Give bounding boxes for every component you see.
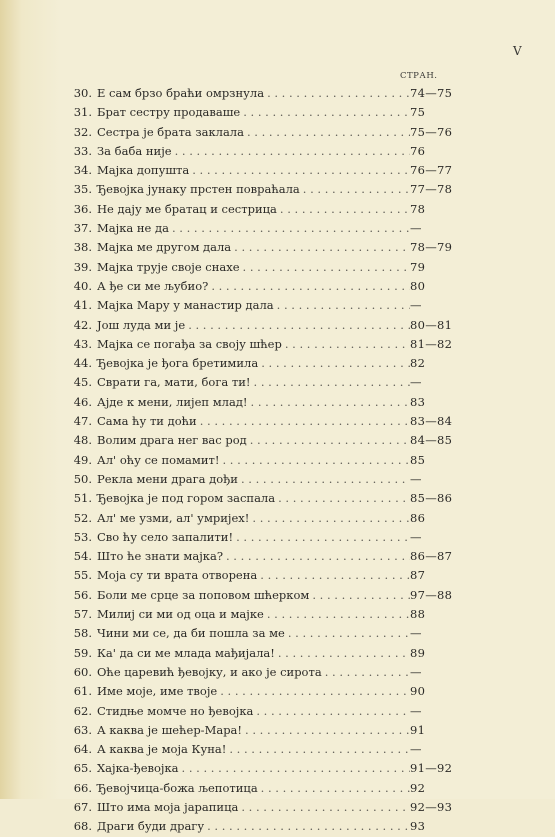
- entry-number: 36.: [73, 201, 92, 216]
- dot-leader: [197, 412, 410, 431]
- toc-entry: [70, 296, 470, 315]
- toc-entry: [70, 470, 470, 489]
- entry-pages: 78: [410, 201, 426, 216]
- entry-title: Ал' оћу се помамит!: [97, 452, 220, 467]
- entry-title: Брат сестру продаваше: [97, 105, 241, 120]
- entry-number: 46.: [73, 394, 92, 409]
- entry-title: А каква је шећер-Мара!: [97, 722, 243, 737]
- dot-leader: [258, 354, 410, 373]
- entry-number: 33.: [73, 143, 92, 158]
- entry-pages: 84—85: [410, 433, 453, 448]
- entry-title: Сестра је брата заклала: [97, 124, 244, 139]
- dot-leader: [247, 431, 410, 450]
- entry-number: 51.: [73, 491, 92, 506]
- entry-pages: 78—79: [410, 240, 453, 255]
- entry-number: 53.: [73, 529, 92, 544]
- page-number: V: [513, 44, 523, 58]
- entry-title: Боли ме срце за поповом шћерком: [97, 587, 310, 602]
- toc-entry: [70, 180, 470, 199]
- entry-title: Ал' ме узми, ал' умријех!: [97, 510, 250, 525]
- toc-entry: [70, 566, 470, 585]
- entry-pages: 75: [410, 105, 426, 120]
- entry-number: 31.: [73, 105, 92, 120]
- dot-leader: [223, 547, 410, 566]
- entry-pages: 97—88: [410, 587, 453, 602]
- dot-leader: [244, 123, 410, 142]
- entry-pages: 77—78: [410, 182, 453, 197]
- entry-title: Моја су ти врата отворена: [97, 568, 258, 583]
- toc-entry: [70, 740, 470, 759]
- dot-leader: [285, 624, 410, 643]
- dot-leader: [248, 393, 410, 412]
- entry-title: А ђе си ме љубио?: [97, 278, 209, 293]
- entry-pages: —: [410, 626, 422, 641]
- dot-leader: [242, 721, 410, 740]
- entry-pages: 92: [410, 780, 426, 795]
- entry-title: Драги буди драгу: [97, 819, 205, 834]
- dot-leader: [300, 180, 410, 199]
- entry-pages: 87: [410, 568, 426, 583]
- entry-pages: —: [410, 703, 422, 718]
- entry-number: 64.: [73, 742, 92, 757]
- entry-number: 62.: [73, 703, 92, 718]
- entry-pages: 90: [410, 684, 426, 699]
- entry-number: 60.: [73, 664, 92, 679]
- entry-title: Још луда ми је: [97, 317, 186, 332]
- dot-leader: [275, 489, 410, 508]
- entry-number: 48.: [73, 433, 92, 448]
- toc-entry: [70, 431, 470, 450]
- entry-pages: —: [410, 529, 422, 544]
- toc-entry: [70, 528, 470, 547]
- dot-leader: [249, 509, 410, 528]
- toc-entry: [70, 161, 470, 180]
- entry-title: Рекла мени драга дођи: [97, 471, 238, 486]
- entry-pages: 92—93: [410, 799, 453, 814]
- entry-number: 43.: [73, 336, 92, 351]
- entry-pages: 93: [410, 819, 426, 834]
- dot-leader: [189, 161, 410, 180]
- dot-leader: [169, 219, 410, 238]
- entry-pages: 85: [410, 452, 426, 467]
- entry-title: Ајде к мени, лијеп млад!: [97, 394, 248, 409]
- entry-title: Име моје, име твоје: [97, 684, 218, 699]
- dot-leader: [264, 605, 410, 624]
- dot-leader: [322, 663, 410, 682]
- dot-leader: [204, 817, 410, 836]
- entry-number: 30.: [73, 86, 92, 100]
- toc-entry: [70, 103, 470, 122]
- dot-leader: [238, 470, 410, 489]
- entry-title: Мајка Мару у манастир дала: [97, 298, 274, 313]
- entry-title: За баба није: [97, 143, 172, 158]
- toc-entry: [70, 663, 470, 682]
- toc-entry: [70, 644, 470, 663]
- entry-pages: 86—87: [410, 549, 453, 564]
- entry-pages: 91—92: [410, 761, 453, 776]
- toc-entry: [70, 219, 470, 238]
- entry-title: Мајка трује своје снахе: [97, 259, 240, 274]
- toc-entry: [70, 682, 470, 701]
- entry-title: Не дају ме братац и сестрица: [97, 201, 277, 216]
- dot-leader: [240, 258, 410, 277]
- entry-pages: 88: [410, 607, 426, 622]
- entry-title: Мајка не да: [97, 221, 169, 236]
- dot-leader: [277, 200, 410, 219]
- toc-entry: [70, 798, 470, 817]
- entry-pages: —: [410, 664, 422, 679]
- dot-leader: [240, 103, 410, 122]
- dot-leader: [238, 798, 410, 817]
- dot-leader: [208, 277, 410, 296]
- entry-title: Ђевојка је под гором заспала: [97, 491, 276, 506]
- entry-title: Што ће знати мајка?: [97, 549, 223, 564]
- dot-leader: [185, 316, 410, 335]
- entry-number: 68.: [73, 819, 92, 834]
- entry-title: Стидње момче но ђевојка: [97, 703, 254, 718]
- entry-pages: 76—77: [410, 163, 453, 178]
- entry-title: Сврати га, мати, бога ти!: [97, 375, 251, 390]
- dot-leader: [275, 644, 410, 663]
- dot-leader: [253, 702, 410, 721]
- entry-number: 59.: [73, 645, 92, 660]
- entry-number: 55.: [73, 568, 92, 583]
- entry-title: Чини ми се, да би пошла за ме: [97, 626, 285, 641]
- toc-entry: [70, 258, 470, 277]
- pages-column-label: СТРАН.: [400, 71, 438, 81]
- toc-entry: [70, 624, 470, 643]
- entry-pages: —: [410, 375, 422, 390]
- dot-leader: [233, 528, 410, 547]
- toc-entry: [70, 277, 470, 296]
- entry-pages: 75—76: [410, 124, 453, 139]
- entry-number: 58.: [73, 626, 92, 641]
- toc-entry: [70, 238, 470, 257]
- entry-title: Милиј си ми од оца и мајке: [97, 607, 264, 622]
- entry-title: Мајка се погађа за своју шћер: [97, 336, 282, 351]
- entry-number: 42.: [73, 317, 92, 332]
- entry-number: 66.: [73, 780, 92, 795]
- entry-title: Сво ћу село запалити!: [97, 529, 234, 544]
- entry-title: Што има моја јарапица: [97, 799, 239, 814]
- entry-number: 44.: [73, 356, 92, 371]
- entry-pages: 89: [410, 645, 426, 660]
- toc-entry: [70, 200, 470, 219]
- toc-entry: [70, 586, 470, 605]
- entry-pages: 76: [410, 143, 426, 158]
- toc-entry: [70, 817, 470, 836]
- entry-number: 38.: [73, 240, 92, 255]
- entry-number: 39.: [73, 259, 92, 274]
- entry-pages: 81—82: [410, 336, 453, 351]
- toc-entry: [70, 702, 470, 721]
- entry-pages: 80—81: [410, 317, 453, 332]
- entry-number: 45.: [73, 375, 92, 390]
- entry-number: 57.: [73, 607, 92, 622]
- toc-entry: [70, 393, 470, 412]
- entry-number: 40.: [73, 278, 92, 293]
- entry-title: Ка' да си ме млада мађијала!: [97, 645, 275, 660]
- dot-leader: [264, 84, 410, 103]
- dot-leader: [282, 335, 410, 354]
- entry-number: 63.: [73, 722, 92, 737]
- dot-leader: [257, 566, 410, 585]
- entry-pages: —: [410, 298, 422, 313]
- dot-leader: [179, 759, 410, 778]
- dot-leader: [258, 779, 410, 798]
- entry-title: Ђевојка јунаку прстен повраћала: [97, 182, 300, 197]
- entry-number: 52.: [73, 510, 92, 525]
- dot-leader: [219, 451, 410, 470]
- dot-leader: [309, 586, 410, 605]
- entry-number: 37.: [73, 221, 92, 236]
- entry-pages: 83: [410, 394, 426, 409]
- toc-entry: [70, 721, 470, 740]
- toc-entry: [70, 759, 470, 778]
- entry-pages: 85—86: [410, 491, 453, 506]
- entry-pages: —: [410, 221, 422, 236]
- entry-pages: 83—84: [410, 414, 453, 429]
- table-of-contents: [70, 84, 470, 837]
- toc-entry: [70, 451, 470, 470]
- entry-number: 34.: [73, 163, 92, 178]
- toc-entry: [70, 489, 470, 508]
- entry-title: Волим драга нег вас род: [97, 433, 247, 448]
- entry-number: 56.: [73, 587, 92, 602]
- entry-title: Хајка-ђевојка: [97, 761, 179, 776]
- entry-title: Мајка допушта: [97, 163, 190, 178]
- entry-title: Ђевојка је ђога бретимила: [97, 356, 259, 371]
- entry-pages: —: [410, 742, 422, 757]
- entry-pages: 86: [410, 510, 426, 525]
- toc-entry: [70, 547, 470, 566]
- dot-leader: [172, 142, 410, 161]
- toc-entry: [70, 335, 470, 354]
- entry-number: 54.: [73, 549, 92, 564]
- entry-number: 47.: [73, 414, 92, 429]
- entry-title: Е сам брзо браћи омрзнула: [97, 86, 265, 100]
- dot-leader: [226, 740, 410, 759]
- entry-pages: 80: [410, 278, 426, 293]
- toc-entry: [70, 412, 470, 431]
- entry-number: 35.: [73, 182, 92, 197]
- entry-title: Ђевојчица-божа љепотица: [97, 780, 258, 795]
- toc-entry: [70, 779, 470, 798]
- entry-number: 49.: [73, 452, 92, 467]
- entry-pages: —: [410, 471, 422, 486]
- dot-leader: [231, 238, 410, 257]
- toc-entry: [70, 509, 470, 528]
- entry-pages: 79: [410, 259, 426, 274]
- toc-entry: [70, 316, 470, 335]
- entry-title: Мајка ме другом дала: [97, 240, 232, 255]
- entry-title: А каква је моја Куна!: [97, 742, 227, 757]
- toc-entry: [70, 354, 470, 373]
- dot-leader: [217, 682, 410, 701]
- toc-entry: [70, 142, 470, 161]
- entry-number: 41.: [73, 298, 92, 313]
- entry-title: Оће царевић ђевојку, и ако је сирота: [97, 664, 322, 679]
- entry-number: 65.: [73, 761, 92, 776]
- entry-number: 50.: [73, 471, 92, 486]
- entry-number: 32.: [73, 124, 92, 139]
- toc-entry: [70, 605, 470, 624]
- entry-number: 61.: [73, 684, 92, 699]
- dot-leader: [251, 373, 410, 392]
- entry-number: 67.: [73, 799, 92, 814]
- dot-leader: [274, 296, 410, 315]
- toc-entry: [70, 123, 470, 142]
- toc-entry: [70, 373, 470, 392]
- entry-pages: 91: [410, 722, 426, 737]
- entry-pages: 82: [410, 356, 426, 371]
- entry-title: Сама ћу ти доћи: [97, 414, 197, 429]
- entry-pages: 74—75: [410, 86, 453, 100]
- toc-entry: [70, 84, 470, 103]
